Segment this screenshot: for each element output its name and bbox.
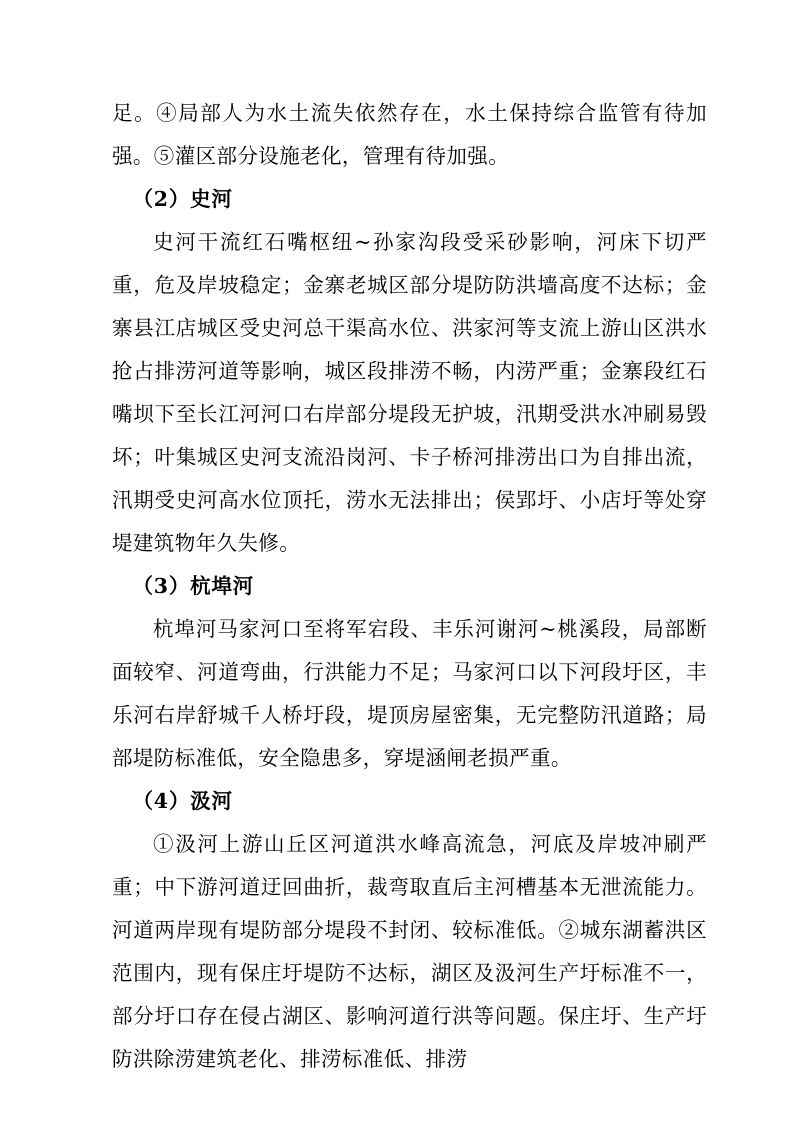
section-heading-3: （3）杭埠河 <box>132 574 255 598</box>
section-paragraph-4: ①汲河上游山丘区河道洪水峰高流急，河底及岸坡冲刷严重；中下游河道迂回曲折，裁弯取直后主河槽基本无泄流能力。河道两岸现有堤防部分堤段不封闭、较标准低。②城东湖蓄洪区范围内，现有保庄圩堤防不达标，湖区及汲河生产圩标准不一，部分圩口存在侵占湖区、影响河道行洪等问题。保庄圩、生产圩防洪除涝建筑老化、排涝标准低、排涝 <box>112 832 707 1071</box>
paragraph-continued: 足。④局部人为水土流失依然存在，水土保持综合监管有待加强。⑤灌区部分设施老化，管理有待加强。 <box>112 101 707 168</box>
section-paragraph-3: 杭埠河马家河口至将军宕段、丰乐河谢河~桃溪段，局部断面较窄、河道弯曲，行洪能力不足；马家河口以下河段圩区，丰乐河右岸舒城千人桥圩段，堤顶房屋密集，无完整防汛道路；局部堤防标准低，安全隐患多，穿堤涵闸老损严重。 <box>112 617 707 770</box>
document-body <box>112 92 707 1081</box>
section-heading-2: （2）史河 <box>132 187 233 211</box>
section-heading-4: （4）汲河 <box>132 789 233 813</box>
section-paragraph-2: 史河干流红石嘴枢纽~孙家沟段受采砂影响，河床下切严重，危及岸坡稳定；金寨老城区部分堤防防洪墙高度不达标；金寨县江店城区受史河总干渠高水位、洪家河等支流上游山区洪水抢占排涝河道等影响，城区段排涝不畅，内涝严重；金寨段红石嘴坝下至长江河河口右岸部分堤段无护坡，汛期受洪水冲刷易毁坏；叶集城区史河支流沿岗河、卡子桥河排涝出口为自排出流，汛期受史河高水位顶托，涝水无法排出；侯郢圩、小店圩等处穿堤建筑物年久失修。 <box>112 230 707 555</box>
